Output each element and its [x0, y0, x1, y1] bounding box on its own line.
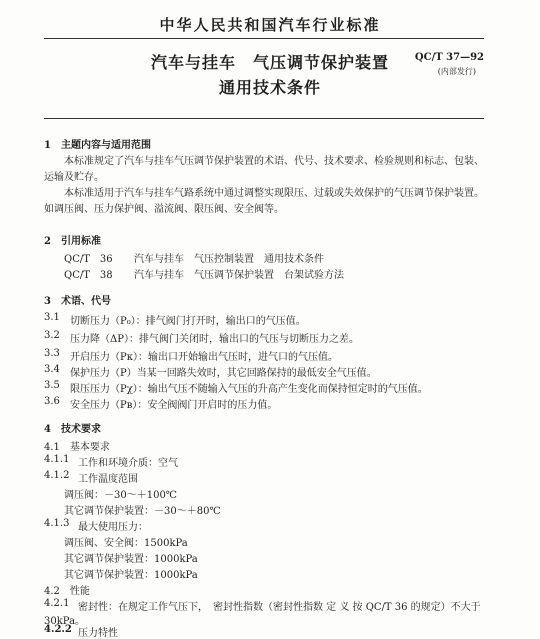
- doc-title: 汽车与挂车 气压调节保护装置: [150, 53, 389, 72]
- clause-4-2-heading: 4.2 性能: [44, 586, 90, 597]
- ref-code: QC/T 38: [64, 270, 113, 281]
- standard-note: (内部发行): [437, 67, 476, 76]
- section-4-heading: 4 技术要求: [44, 424, 101, 435]
- term-definition: 保护压力（P）当某一回路失效时，其它回路保持的最低安全气压值。: [70, 368, 377, 379]
- ref-title: 汽车与挂车 气压控制装置 通用技术条件: [134, 254, 324, 265]
- clause-subtext: 其它调节保护装置：1000kPa: [64, 554, 198, 565]
- clause-subtext: 其它调节保护装置：1000kPa: [64, 570, 198, 581]
- section-3-heading: 3 术语、代号: [44, 296, 111, 307]
- clause-number: 4.1.3: [44, 518, 70, 529]
- title-rule: [44, 118, 484, 119]
- term-definition: 压力降（ΔP）：排气阀门关闭时，输出口的气压与切断压力之差。: [70, 334, 359, 345]
- clause-subtext: 其它调节保护装置：－30～＋80℃: [64, 506, 221, 517]
- header-rule: [44, 38, 484, 39]
- doc-subtitle: 通用技术条件: [218, 78, 321, 97]
- term-number: 3.4: [44, 364, 60, 375]
- section-1-paragraph-1: 本标准规定了汽车与挂车气压调节保护装置的术语、代号、技术要求、检验规则和标志、包装、运输及贮存。: [44, 156, 484, 183]
- term-definition: 开启压力（Pκ）：输出口开始输出气压时，进气口的气压值。: [70, 352, 338, 363]
- term-definition: 安全压力（Pʙ）：安全阀阀门开启时的压力值。: [70, 400, 278, 411]
- clause-subtext: 调压阀：－30～＋100℃: [64, 490, 177, 501]
- clause-continuation: 30kPa。: [44, 616, 86, 627]
- term-number: 3.3: [44, 348, 60, 359]
- clause-number: 4.2.1: [44, 598, 70, 609]
- ref-code: QC/T 36: [64, 254, 113, 265]
- term-definition: 限压压力（Pχ）：输出气压不随输入气压的升高产生变化而保持恒定时的气压值。: [70, 384, 428, 395]
- clause-4-1-heading: 4.1 基本要求: [44, 442, 110, 453]
- term-number: 3.1: [44, 312, 60, 323]
- clause-text: 压力特性: [78, 628, 118, 639]
- clause-number: 4.1.2: [44, 470, 70, 481]
- clause-text: 工作和环境介质：空气: [78, 458, 178, 469]
- term-definition: 切断压力（P₀）：排气阀门打开时，输出口的气压值。: [70, 316, 306, 327]
- clause-subtext: 调压阀、安全阀：1500kPa: [64, 538, 188, 549]
- clause-text: 密封性：在规定工作气压下， 密封性指数（密封性指数 定 义 按 QC/T 36 的规定）不大于: [78, 602, 481, 613]
- clause-number: 4.2.2: [44, 624, 72, 635]
- standard-code: QC/T 37—92: [414, 52, 484, 63]
- section-2-heading: 2 引用标准: [44, 236, 101, 247]
- section-1-heading: 1 主题内容与适用范围: [44, 140, 151, 151]
- clause-text: 最大使用压力：: [78, 522, 148, 533]
- clause-number: 4.1.1: [44, 454, 70, 465]
- term-number: 3.5: [44, 380, 60, 391]
- org-title: 中华人民共和国汽车行业标准: [159, 16, 381, 34]
- clause-text: 工作温度范围: [78, 474, 138, 485]
- term-number: 3.6: [44, 396, 60, 407]
- ref-title: 汽车与挂车 气压调节保护装置 台架试验方法: [134, 270, 344, 281]
- section-1-paragraph-2: 本标准适用于汽车与挂车气路系统中通过调整实现限压、过载或失效保护的气压调节保护装置。如调压阀、压力保护阀、溢流阀、限压阀、安全阀等。: [44, 188, 484, 215]
- term-number: 3.2: [44, 330, 60, 341]
